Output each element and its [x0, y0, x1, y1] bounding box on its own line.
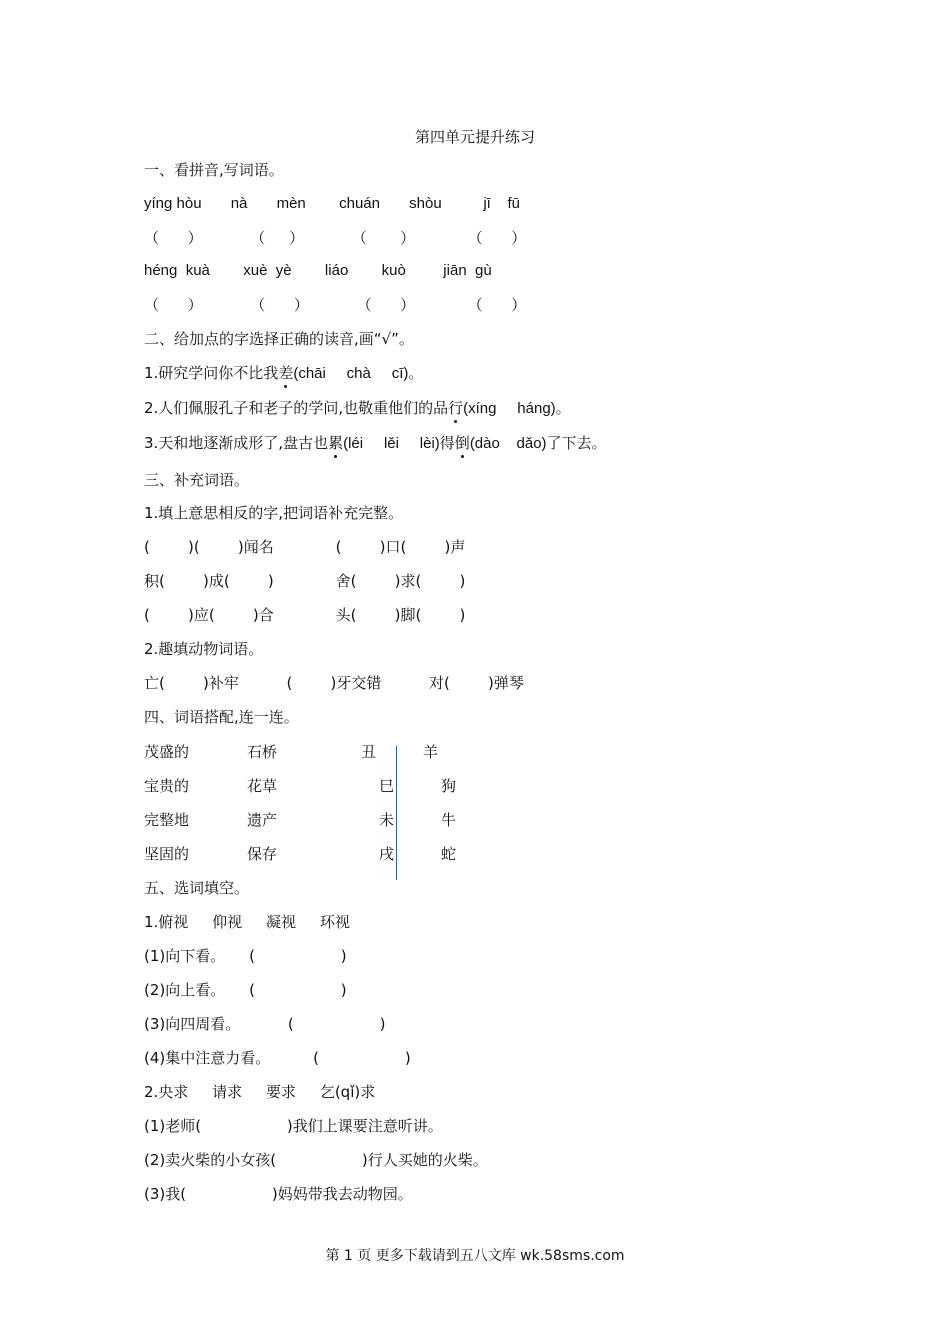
page-title: 第四单元提升练习 — [414, 128, 535, 146]
dotted-char: 累 — [328, 434, 344, 452]
divider-line — [396, 746, 397, 880]
section-3-heading: 三、补充词语。 — [144, 471, 250, 489]
earthly-branch-item: 巳 — [379, 777, 395, 795]
section-5-heading: 五、选词填空。 — [144, 879, 250, 897]
match-mid-item: 遗产 — [247, 811, 278, 829]
question-5-1: (1)向下看。 ( ) — [144, 947, 347, 965]
q2-1-text: 1.研究学问你不比我 — [144, 364, 279, 382]
q2-1-options: (chāi chà cī)。 — [293, 365, 424, 382]
section-4-heading: 四、词语搭配,连一连。 — [144, 708, 299, 726]
dotted-char: 差 — [278, 364, 294, 382]
word-bank-2: 2.央求 请求 要求 乞(qǐ)求 — [144, 1083, 376, 1101]
animal-item: 牛 — [441, 811, 457, 829]
question-5-2: (2)向上看。 ( ) — [144, 981, 347, 999]
q2-3-options-2: (dào dǎo)了下去。 — [469, 435, 607, 452]
pinyin-row-2: héng kuà xuè yè liáo kuò jiān gù — [144, 262, 492, 279]
match-mid-item: 花草 — [247, 777, 278, 795]
animal-item: 羊 — [423, 743, 439, 761]
dotted-char: 倒 — [454, 434, 470, 452]
word-bank-1: 1.俯视 仰视 凝视 环视 — [144, 913, 350, 931]
match-left-item: 茂盛的 — [144, 743, 190, 761]
q2-3-options-1: (léi lěi lèi)得 — [343, 435, 455, 452]
q2-2-text: 2.人们佩服孔子和老子的学问,也敬重他们的品 — [144, 399, 449, 417]
match-mid-item: 保存 — [247, 845, 278, 863]
animal-item: 蛇 — [441, 845, 457, 863]
blank-row-2: （ ） （ ） （ ） （ ） — [144, 296, 527, 314]
blank-row-1: （ ） （ ） （ ） （ ） — [144, 229, 527, 247]
page-footer: 第 1 页 更多下载请到五八文库 wk.58sms.com — [325, 1248, 625, 1264]
q2-2-options: (xíng háng)。 — [463, 400, 571, 417]
fill-row-2: 积( )成( ) 舍( )求( ) — [144, 572, 466, 590]
question-5-7: (3)我( )妈妈带我去动物园。 — [144, 1185, 413, 1203]
question-5-4: (4)集中注意力看。 ( ) — [144, 1049, 411, 1067]
section-2-heading: 二、给加点的字选择正确的读音,画“√”。 — [144, 330, 414, 348]
match-left-item: 完整地 — [144, 811, 190, 829]
question-5-3: (3)向四周看。 ( ) — [144, 1015, 386, 1033]
match-left-item: 宝贵的 — [144, 777, 190, 795]
match-mid-item: 石桥 — [247, 743, 278, 761]
match-left-item: 坚固的 — [144, 845, 190, 863]
earthly-branch-item: 戌 — [379, 845, 395, 863]
earthly-branch-item: 未 — [379, 811, 395, 829]
section-3-sub-1: 1.填上意思相反的字,把词语补充完整。 — [144, 504, 404, 522]
section-3-sub-2: 2.趣填动物词语。 — [144, 640, 264, 658]
section-1-heading: 一、看拼音,写词语。 — [144, 161, 284, 179]
question-5-6: (2)卖火柴的小女孩( )行人买她的火柴。 — [144, 1151, 488, 1169]
fill-row-1: ( )( )闻名 ( )口( )声 — [144, 538, 466, 556]
q2-3-text: 3.天和地逐渐成形了,盘古也 — [144, 434, 329, 452]
question-2-1 — [144, 363, 423, 384]
animal-item: 狗 — [441, 777, 457, 795]
fill-row-4: 亡( )补牢 ( )牙交错 对( )弹琴 — [144, 674, 524, 692]
dotted-char: 行 — [448, 399, 464, 417]
question-2-2 — [144, 398, 571, 419]
earthly-branch-item: 丑 — [361, 743, 377, 761]
question-2-3 — [144, 433, 607, 454]
question-5-5: (1)老师( )我们上课要注意听讲。 — [144, 1117, 443, 1135]
fill-row-3: ( )应( )合 头( )脚( ) — [144, 606, 466, 624]
pinyin-row-1: yíng hòu nà mèn chuán shòu jī fū — [144, 195, 521, 212]
